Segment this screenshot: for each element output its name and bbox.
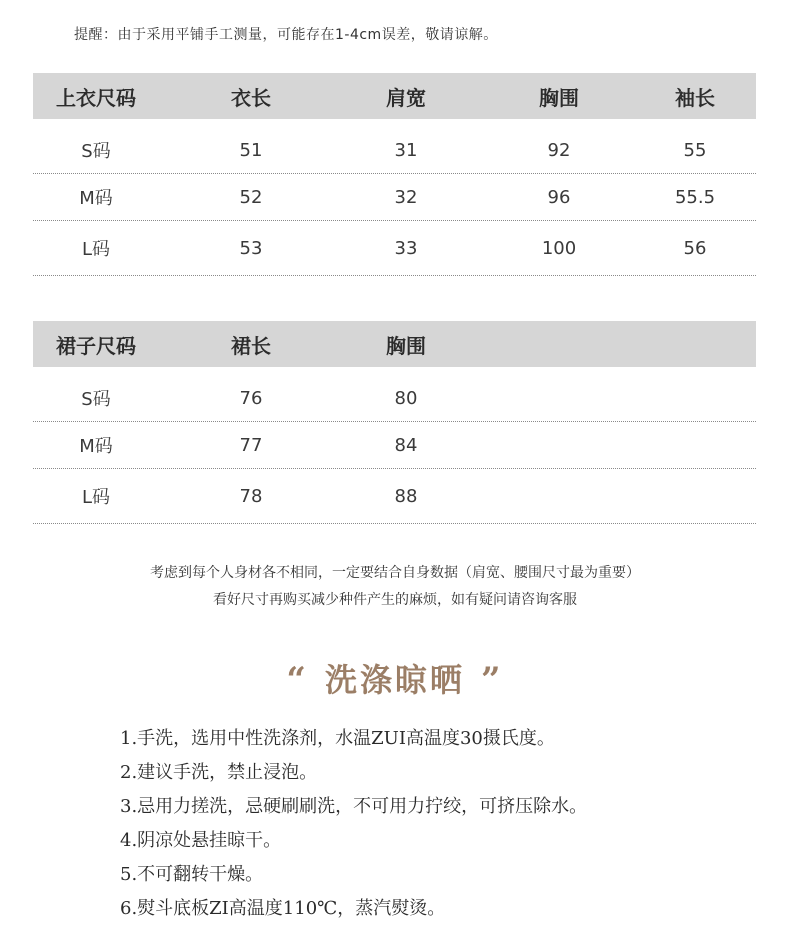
table-cell: 53 bbox=[239, 237, 263, 259]
table-cell: 52 bbox=[239, 186, 263, 208]
table-cell: 88 bbox=[394, 485, 418, 507]
skirt-size-table bbox=[33, 321, 756, 524]
table-header bbox=[33, 73, 756, 119]
table-cell: 84 bbox=[394, 434, 418, 456]
table-row bbox=[33, 422, 756, 469]
table-row bbox=[33, 174, 756, 221]
list-item: 5.不可翻转干燥。 bbox=[120, 864, 264, 885]
table-cell: 55 bbox=[683, 139, 707, 161]
table-row bbox=[33, 127, 756, 174]
table-cell: 96 bbox=[547, 186, 571, 208]
measurement-notice: 提醒：由于采用平铺手工测量，可能存在1-4cm误差，敬请谅解。 bbox=[74, 27, 498, 43]
table-cell: 33 bbox=[394, 237, 418, 259]
table-cell: 80 bbox=[394, 387, 418, 409]
table-header bbox=[33, 321, 756, 367]
header-cell: 袖长 bbox=[675, 85, 715, 110]
table-cell: 55.5 bbox=[674, 186, 716, 208]
header-cell: 肩宽 bbox=[386, 85, 426, 110]
table-cell: 92 bbox=[547, 139, 571, 161]
table-cell: L码 bbox=[81, 239, 111, 260]
list-item: 6.熨斗底板ZI高温度110℃，蒸汽熨烫。 bbox=[120, 898, 446, 919]
top-size-table bbox=[33, 73, 756, 276]
table-cell: 31 bbox=[394, 139, 418, 161]
list-item: 4.阴凉处悬挂晾干。 bbox=[120, 830, 282, 851]
table-cell: S码 bbox=[81, 141, 111, 162]
list-item: 3.忌用力搓洗，忌硬刷刷洗，不可用力拧绞，可挤压除水。 bbox=[120, 796, 588, 817]
header-cell: 胸围 bbox=[539, 85, 579, 110]
table-cell: L码 bbox=[81, 487, 111, 508]
header-cell: 胸围 bbox=[386, 333, 426, 358]
header-cell: 裙子尺码 bbox=[56, 333, 136, 358]
table-cell: S码 bbox=[81, 389, 111, 410]
table-cell: 77 bbox=[239, 434, 263, 456]
list-item: 1.手洗，选用中性洗涤剂，水温ZUI高温度30摄氏度。 bbox=[120, 728, 555, 749]
header-cell: 上衣尺码 bbox=[56, 85, 136, 110]
table-cell: 100 bbox=[541, 237, 577, 259]
table-cell: 56 bbox=[683, 237, 707, 259]
table-cell: M码 bbox=[79, 188, 113, 209]
fit-note-line-2: 看好尺寸再购买减少种件产生的麻烦，如有疑问请咨询客服 bbox=[213, 592, 577, 608]
care-title-text: 洗涤晾晒 bbox=[324, 661, 465, 699]
table-cell: 51 bbox=[239, 139, 263, 161]
table-cell: 78 bbox=[239, 485, 263, 507]
table-row bbox=[33, 221, 756, 276]
list-item: 2.建议手洗，禁止浸泡。 bbox=[120, 762, 318, 783]
header-cell: 裙长 bbox=[231, 333, 271, 358]
close-quote: ” bbox=[481, 660, 504, 700]
fit-note-line-1: 考虑到每个人身材各不相同，一定要结合自身数据（肩宽、腰围尺寸最为重要） bbox=[150, 565, 640, 581]
table-cell: M码 bbox=[79, 436, 113, 457]
care-section-title bbox=[0, 655, 790, 701]
care-instructions-list bbox=[120, 722, 587, 926]
table-row bbox=[33, 469, 756, 524]
table-cell: 76 bbox=[239, 387, 263, 409]
table-row bbox=[33, 375, 756, 422]
table-cell: 32 bbox=[394, 186, 418, 208]
header-cell: 衣长 bbox=[231, 85, 271, 110]
open-quote: “ bbox=[286, 660, 309, 700]
